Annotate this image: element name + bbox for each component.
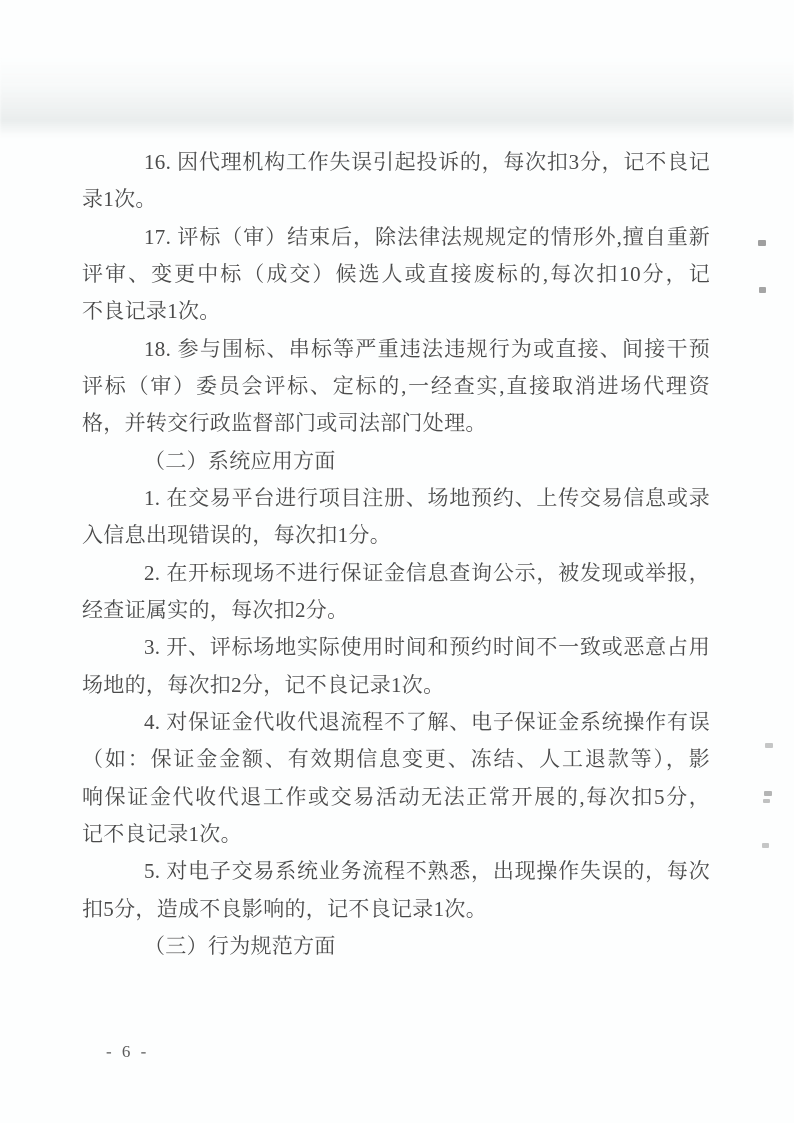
document-line: 录1次。 xyxy=(82,187,157,212)
document-line: （三）行为规范方面 xyxy=(144,933,336,958)
document-line: 场地的，每次扣2分，记不良记录1次。 xyxy=(82,672,445,697)
item-2-4 xyxy=(82,704,710,853)
scan-speck xyxy=(764,791,772,796)
document-line: 18. 参与围标、串标等严重违法违规行为或直接、间接干预 xyxy=(144,336,710,361)
scan-noise-band xyxy=(0,58,794,138)
scan-speck xyxy=(759,287,766,293)
item-2-5 xyxy=(82,853,710,928)
section-2-heading xyxy=(82,443,710,480)
document-line: 响保证金代收代退工作或交易活动无法正常开展的,每次扣5分， xyxy=(82,784,710,809)
item-18 xyxy=(82,331,710,443)
document-line: （如：保证金金额、有效期信息变更、冻结、人工退款等），影 xyxy=(82,747,710,772)
scan-speck xyxy=(762,843,769,848)
document-line: 经查证属实的，每次扣2分。 xyxy=(82,597,349,622)
document-line: 4. 对保证金代收代退流程不了解、电子保证金系统操作有误 xyxy=(144,709,710,734)
item-2-3 xyxy=(82,629,710,704)
document-line: 1. 在交易平台进行项目注册、场地预约、上传交易信息或录 xyxy=(144,485,710,510)
document-line: 3. 开、评标场地实际使用时间和预约时间不一致或恶意占用 xyxy=(144,635,710,660)
section-3-heading xyxy=(82,928,710,965)
document-line: 格，并转交行政监督部门或司法部门处理。 xyxy=(82,411,487,436)
document-line: （二）系统应用方面 xyxy=(144,448,336,473)
item-2-1 xyxy=(82,480,710,555)
document-line: 5. 对电子交易系统业务流程不熟悉，出现操作失误的，每次 xyxy=(144,859,710,884)
document-line: 入信息出现错误的，每次扣1分。 xyxy=(82,523,391,548)
document-line: 评标（审）委员会评标、定标的,一经查实,直接取消进场代理资 xyxy=(82,373,710,398)
document-line: 16. 因代理机构工作失误引起投诉的，每次扣3分，记不良记 xyxy=(144,150,710,174)
document-line: 17. 评标（审）结束后，除法律法规规定的情形外,擅自重新 xyxy=(144,224,710,249)
document-line: 不良记录1次。 xyxy=(82,299,221,324)
item-17 xyxy=(82,219,710,331)
page-number: - 6 - xyxy=(106,1042,150,1061)
document-line: 评审、变更中标（成交）候选人或直接废标的,每次扣10分，记 xyxy=(82,261,710,286)
scan-speck xyxy=(763,799,770,803)
item-2-2 xyxy=(82,555,710,630)
document-line: 扣5分，造成不良影响的，记不良记录1次。 xyxy=(82,896,487,921)
document-body xyxy=(82,144,710,965)
scan-speck xyxy=(758,240,766,246)
scan-speck xyxy=(765,743,773,748)
item-16 xyxy=(82,144,710,219)
document-line: 记不良记录1次。 xyxy=(82,821,242,846)
document-line: 2. 在开标现场不进行保证金信息查询公示，被发现或举报， xyxy=(144,560,710,585)
